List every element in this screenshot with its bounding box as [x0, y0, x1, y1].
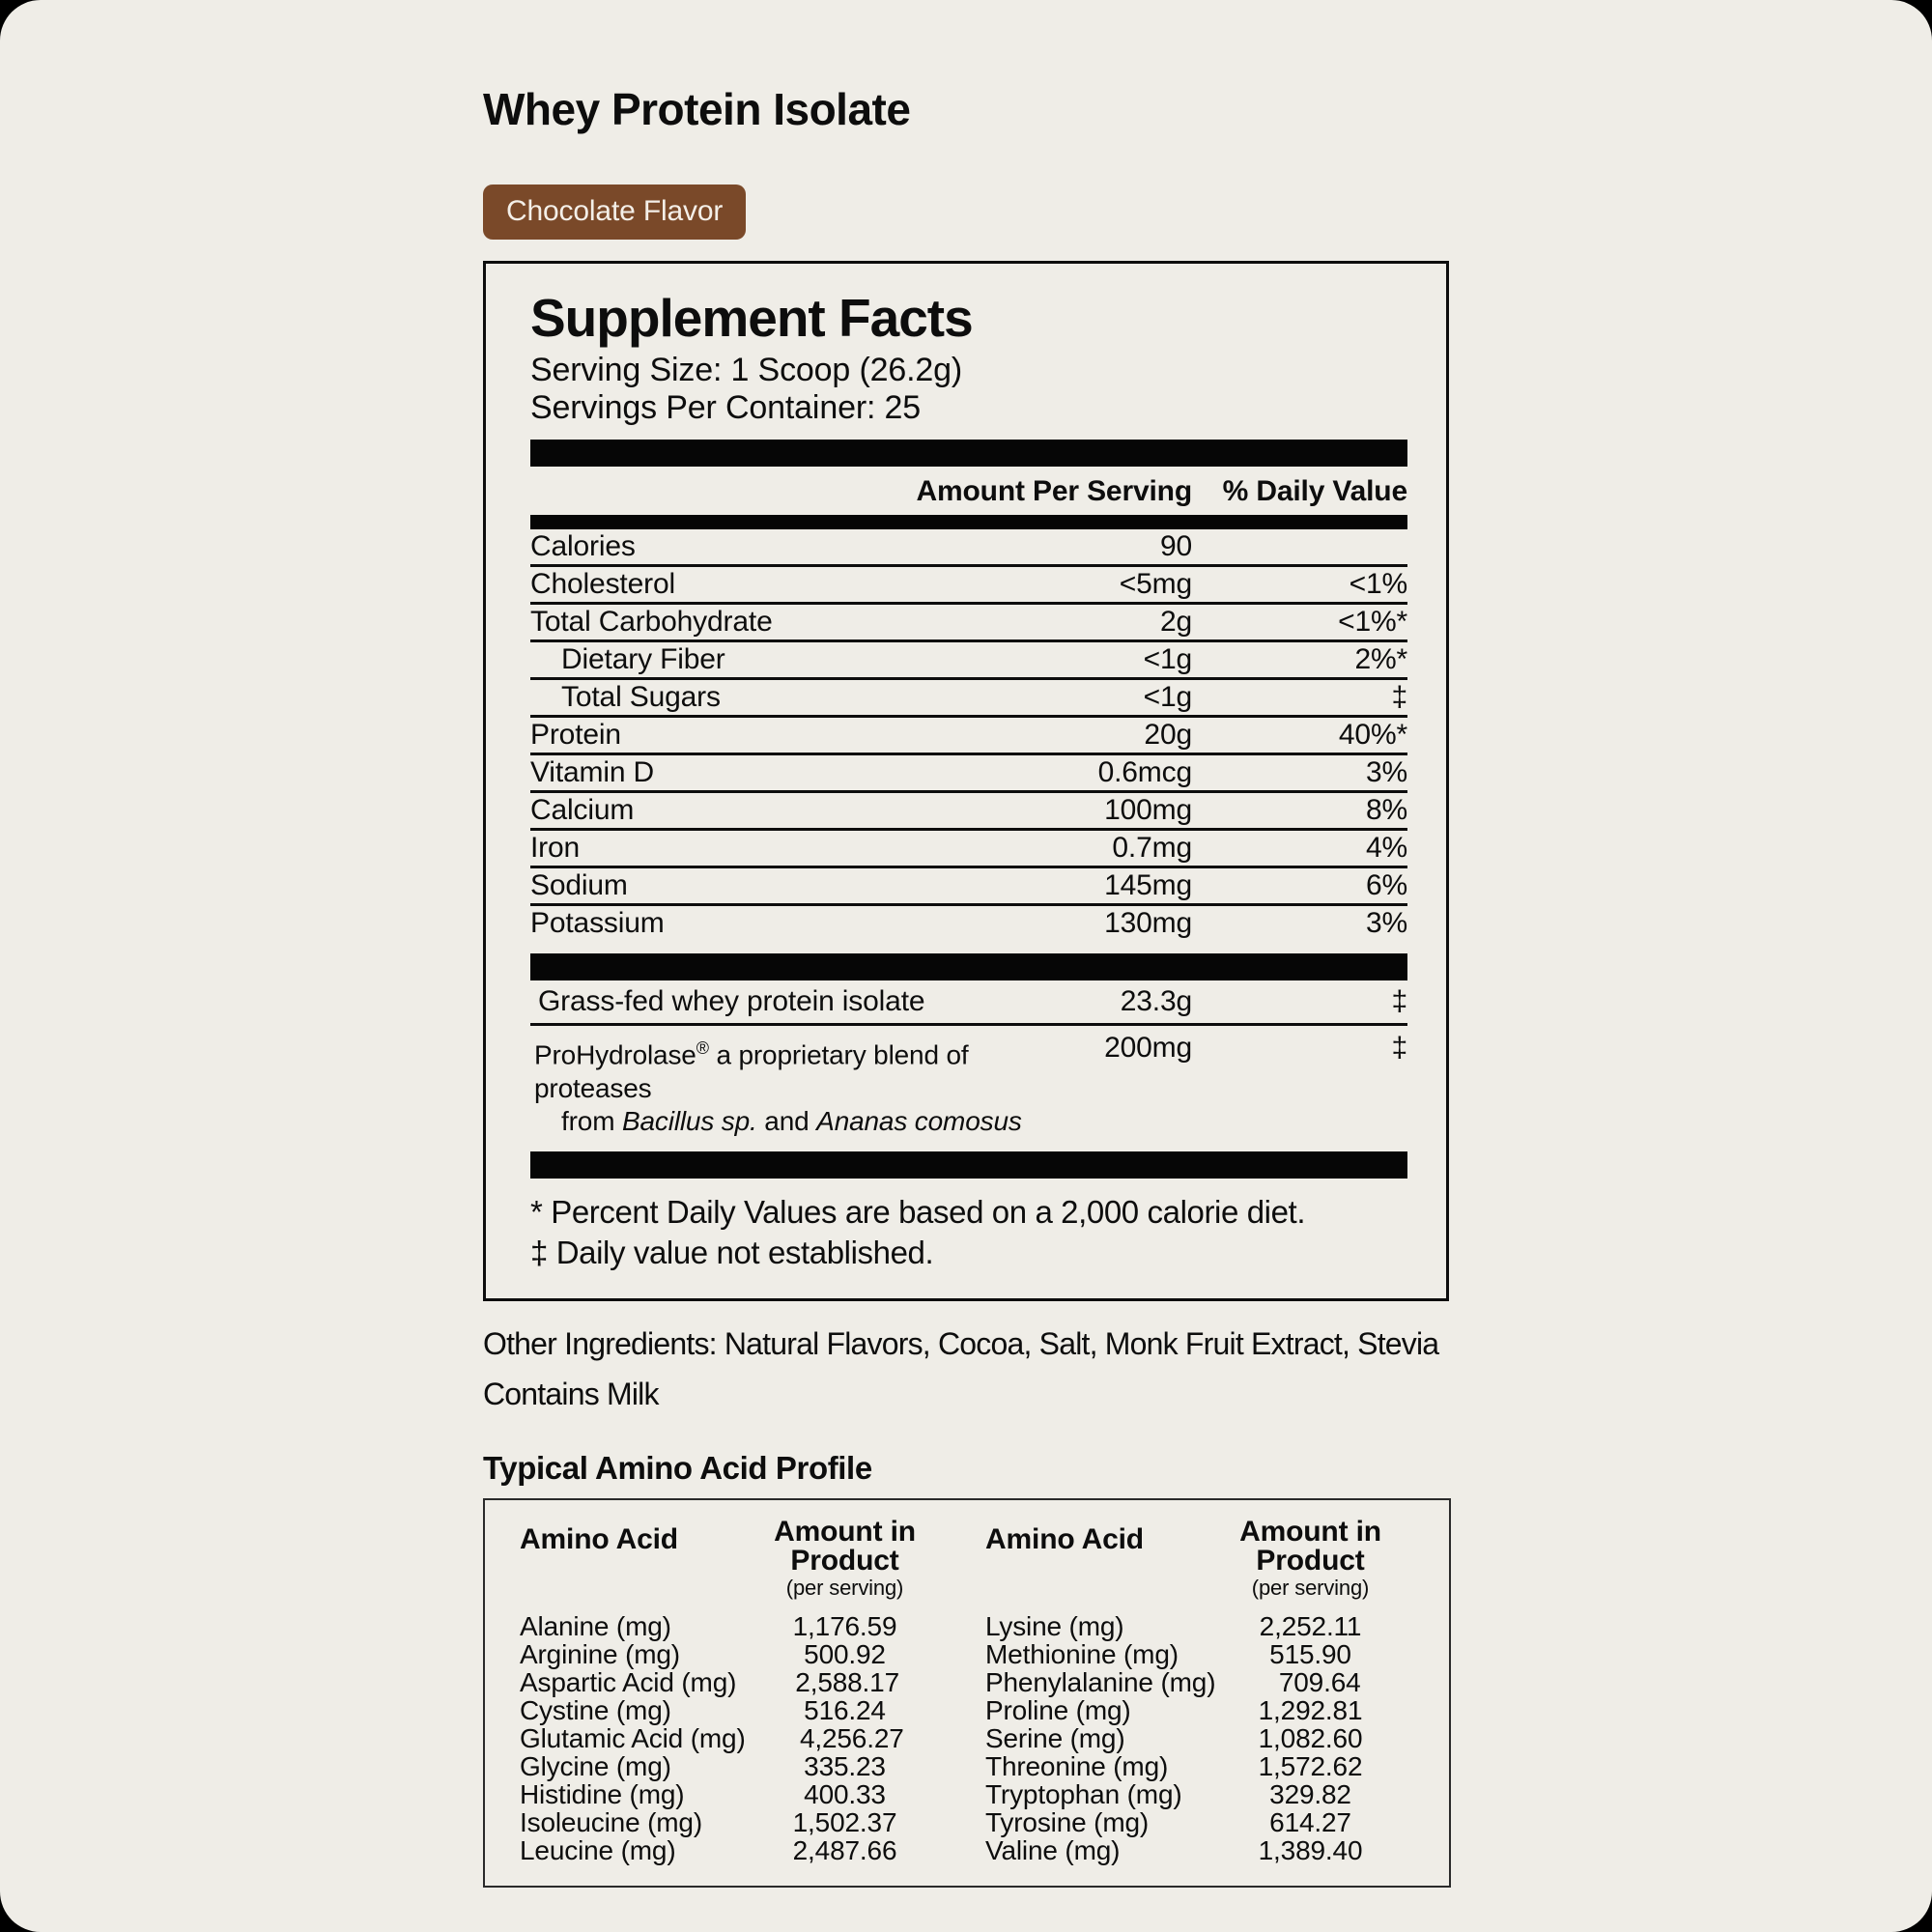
divider-bar-thick: [530, 1151, 1407, 1179]
amino-name: Tryptophan (mg): [985, 1778, 1182, 1809]
per-serving-subnote: (per serving): [785, 1575, 904, 1600]
amino-value: 515.90: [1269, 1638, 1351, 1669]
amino-name: Leucine (mg): [520, 1834, 676, 1865]
amino-name: Glycine (mg): [520, 1750, 671, 1781]
table-row: [530, 793, 1407, 831]
amino-name: Tyrosine (mg): [985, 1806, 1150, 1837]
table-row: [530, 906, 1407, 941]
table-row: [520, 1752, 958, 1780]
amino-name: Methionine (mg): [985, 1638, 1179, 1669]
servings-per-container: Servings Per Container: 25: [530, 389, 922, 427]
table-row: [985, 1668, 1424, 1696]
amino-name: Lysine (mg): [985, 1610, 1124, 1641]
amino-acid-column-header: Amino Acid: [985, 1522, 1144, 1555]
table-row: [985, 1808, 1424, 1836]
table-row: [520, 1836, 958, 1864]
amino-acid-table: [483, 1498, 1451, 1888]
amino-value: 614.27: [1269, 1806, 1351, 1837]
nutrient-amount: 90: [1159, 530, 1192, 563]
page-title: Whey Protein Isolate: [483, 84, 911, 134]
nutrient-amount: 100mg: [1104, 794, 1192, 827]
table-row: [530, 718, 1407, 755]
contains-milk-line: Contains Milk: [483, 1376, 659, 1411]
nutrient-amount: 145mg: [1104, 869, 1192, 902]
divider-bar-thick: [530, 440, 1407, 467]
table-row: [985, 1724, 1424, 1752]
amino-name: Threonine (mg): [985, 1750, 1169, 1781]
brand-name: ProHydrolase: [534, 1039, 696, 1070]
ingredient-amount: 200mg: [1104, 1032, 1192, 1065]
table-row: [520, 1696, 958, 1724]
nutrient-name: Sodium: [530, 869, 628, 902]
flavor-badge[interactable]: Chocolate Flavor: [483, 185, 746, 240]
nutrient-daily-value: 2%*: [1354, 643, 1407, 676]
nutrient-name: Vitamin D: [530, 756, 655, 789]
serving-size: Serving Size: 1 Scoop (26.2g): [530, 352, 963, 389]
amino-acid-column-header: Amino Acid: [520, 1522, 678, 1555]
nutrient-amount: <5mg: [1119, 568, 1192, 601]
other-ingredients-line: Other Ingredients: Natural Flavors, Cocoa, Salt, Monk Fruit Extract, Stevia: [483, 1325, 1439, 1361]
species-name: Ananas comosus: [816, 1105, 1022, 1136]
amino-value: 1,502.37: [792, 1806, 897, 1837]
table-row: [530, 980, 1407, 1026]
footnotes: [530, 1192, 1407, 1273]
table-row: [985, 1696, 1424, 1724]
table-row: [530, 567, 1407, 605]
amino-name: Cystine (mg): [520, 1694, 671, 1725]
table-row: [530, 605, 1407, 642]
amino-name: Histidine (mg): [520, 1778, 685, 1809]
daily-value-column-header: % Daily Value: [1222, 475, 1407, 508]
nutrient-name: Dietary Fiber: [561, 643, 725, 676]
nutrient-daily-value: 4%: [1365, 832, 1407, 865]
amino-name: Isoleucine (mg): [520, 1806, 703, 1837]
nutrient-daily-value: [1192, 529, 1407, 564]
amino-value: 2,487.66: [792, 1834, 897, 1865]
nutrient-daily-value: 3%: [1365, 756, 1407, 789]
nutrient-amount: <1g: [1143, 681, 1192, 714]
table-row: [520, 1640, 958, 1668]
ingredient-name: Grass-fed whey protein isolate: [538, 985, 925, 1018]
table-row: [985, 1612, 1424, 1640]
amino-value: 335.23: [804, 1750, 886, 1781]
nutrient-amount: 2g: [1159, 606, 1192, 639]
nutrient-daily-value: 6%: [1365, 869, 1407, 902]
table-row: [530, 755, 1407, 793]
amino-value: 516.24: [804, 1694, 886, 1725]
amino-value: 1,176.59: [792, 1610, 897, 1641]
table-row: [530, 868, 1407, 906]
amino-value: 1,292.81: [1258, 1694, 1363, 1725]
amino-name: Proline (mg): [985, 1694, 1131, 1725]
nutrient-daily-value: ‡: [1391, 681, 1407, 714]
nutrient-daily-value: 3%: [1365, 907, 1407, 940]
ingredient-daily-value: ‡: [1391, 1032, 1407, 1065]
nutrient-amount: 20g: [1144, 719, 1192, 752]
amino-table-header: [520, 1515, 958, 1601]
nutrient-name: Protein: [530, 719, 621, 752]
table-row: [530, 831, 1407, 868]
nutrient-daily-value: 8%: [1365, 794, 1407, 827]
amino-value: 4,256.27: [799, 1722, 904, 1753]
amino-table-left-columns: [520, 1515, 958, 1865]
amino-name: Glutamic Acid (mg): [520, 1722, 746, 1753]
table-row: [520, 1668, 958, 1696]
amino-acid-profile-heading: Typical Amino Acid Profile: [483, 1449, 872, 1486]
amino-value: 2,252.11: [1259, 1610, 1362, 1641]
divider-bar-thick: [530, 953, 1407, 980]
per-serving-subnote: (per serving): [1251, 1575, 1370, 1600]
amino-name: Phenylalanine (mg): [985, 1666, 1216, 1697]
nutrient-daily-value: <1%: [1349, 568, 1407, 601]
species-name: Bacillus sp.: [621, 1105, 757, 1136]
ingredient-name-line2: from Bacillus sp. and Ananas comosus: [561, 1105, 1022, 1136]
amino-value: 1,082.60: [1258, 1722, 1363, 1753]
nutrient-amount: 0.7mg: [1112, 832, 1192, 865]
amino-name: Arginine (mg): [520, 1638, 680, 1669]
amino-value: 329.82: [1269, 1778, 1351, 1809]
amino-value: 2,588.17: [795, 1666, 899, 1697]
amount-column-header: Amount Per Serving: [916, 475, 1192, 508]
amino-value: 1,572.62: [1258, 1750, 1363, 1781]
amino-value: 500.92: [804, 1638, 886, 1669]
registered-trademark-symbol: ®: [696, 1038, 709, 1059]
table-row: [520, 1612, 958, 1640]
ingredient-name: ProHydrolase® a proprietary blend of proteases from Bacillus sp. and Ananas comosus: [530, 1032, 1037, 1137]
nutrient-amount: <1g: [1143, 643, 1192, 676]
table-row: [985, 1640, 1424, 1668]
divider-bar-thin: [530, 515, 1407, 529]
ingredient-amount: 23.3g: [1120, 985, 1192, 1018]
other-ingredients: [483, 1319, 1449, 1419]
table-row: [985, 1836, 1424, 1864]
nutrient-name: Calories: [530, 530, 636, 563]
table-row: [530, 680, 1407, 718]
amount-column-header: Amount in Product (per serving): [731, 1518, 958, 1601]
table-row: [520, 1724, 958, 1752]
table-row: [985, 1752, 1424, 1780]
table-row: [520, 1808, 958, 1836]
amino-name: Alanine (mg): [520, 1610, 671, 1641]
nutrient-daily-value: <1%*: [1338, 606, 1407, 639]
nutrient-name: Total Sugars: [561, 681, 721, 714]
amino-value: 709.64: [1278, 1666, 1361, 1697]
nutrient-name: Total Carbohydrate: [530, 606, 773, 639]
nutrient-daily-value: 40%*: [1338, 719, 1407, 752]
supplement-facts-heading: Supplement Facts: [530, 287, 973, 348]
footnote-daily-values: * Percent Daily Values are based on a 2,000 calorie diet.: [530, 1193, 1306, 1230]
nutrient-amount: 130mg: [1104, 907, 1192, 940]
amino-value: 1,389.40: [1258, 1834, 1363, 1865]
amount-column-header: Amount in Product (per serving): [1197, 1518, 1424, 1601]
amino-table-header: [985, 1515, 1424, 1601]
ingredient-daily-value: ‡: [1391, 985, 1407, 1018]
nutrient-name: Cholesterol: [530, 568, 675, 601]
table-row: [530, 642, 1407, 680]
amino-name: Serine (mg): [985, 1722, 1125, 1753]
amino-table-right-columns: [985, 1515, 1424, 1865]
nutrient-amount: 0.6mcg: [1097, 756, 1192, 789]
content-column: [483, 0, 1449, 1888]
table-row: [530, 1026, 1407, 1145]
table-row: [520, 1780, 958, 1808]
amino-name: Valine (mg): [985, 1834, 1121, 1865]
amino-value: 400.33: [804, 1778, 886, 1809]
nutrient-name: Iron: [530, 832, 581, 865]
nutrient-name: Potassium: [530, 907, 665, 940]
table-row: [530, 529, 1407, 567]
nutrient-name: Calcium: [530, 794, 635, 827]
footnote-not-established: ‡ Daily value not established.: [530, 1234, 934, 1270]
table-row: [985, 1780, 1424, 1808]
supplement-facts-panel: [483, 261, 1449, 1301]
amino-name: Aspartic Acid (mg): [520, 1666, 737, 1697]
table-column-headers: [530, 467, 1407, 515]
